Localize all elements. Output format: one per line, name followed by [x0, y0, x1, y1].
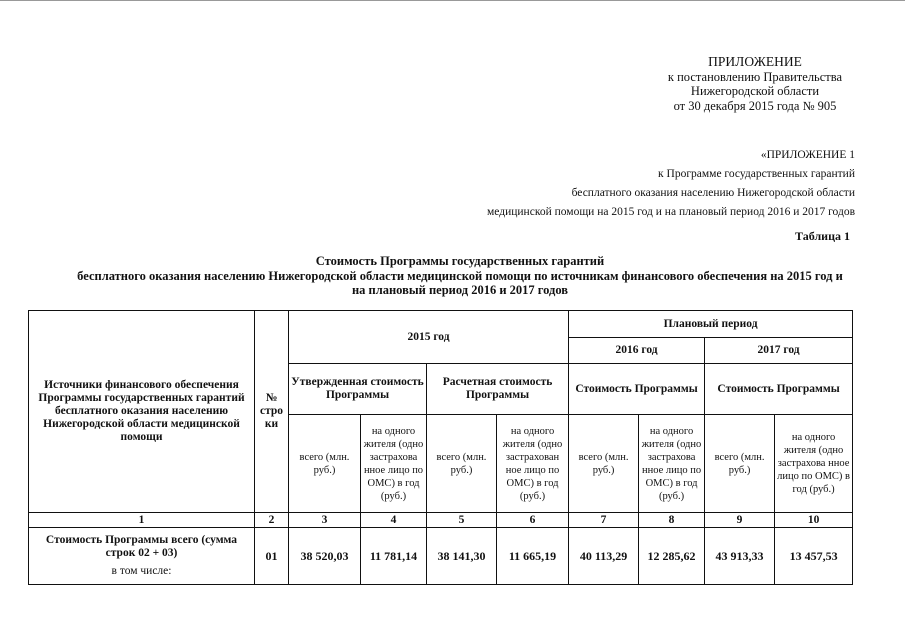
header-per-capita-2015-approved: на одного жителя (одно застрахова нное лицо по ОМС) в год (руб.): [361, 415, 427, 513]
header-year-2017: 2017 год: [705, 338, 853, 364]
header-approved-cost: Утвержденная стоимость Программы: [289, 364, 427, 415]
table-title-line: на плановый период 2016 и 2017 годов: [351, 283, 569, 297]
header-source: Источники финансового обеспечения Программы государственных гарантий бесплатного оказания населению Нижегородской области медицинской помощи: [29, 311, 255, 513]
table-title-line: Стоимость Программы государственных гарантий: [315, 254, 605, 268]
value-total-2017: 43 913,33: [705, 528, 775, 585]
program-cost-table: [28, 310, 853, 585]
page-edge-line: [0, 0, 905, 1]
column-number: 6: [497, 513, 569, 528]
column-number: 5: [427, 513, 497, 528]
value-total-2015-approved: 38 520,03: [289, 528, 361, 585]
value-total-2015-estimated: 38 141,30: [427, 528, 497, 585]
government-resolution-appendix: [640, 55, 870, 113]
header-per-capita-2016: на одного жителя (одно застрахова нное лицо по ОМС) в год (руб.): [639, 415, 705, 513]
column-number: 2: [255, 513, 289, 528]
column-number: 3: [289, 513, 361, 528]
header-planned-period: Плановый период: [569, 311, 853, 338]
table-row: [29, 528, 853, 585]
column-number: 4: [361, 513, 427, 528]
row-label-cell: [29, 528, 255, 585]
table-number: Таблица 1: [795, 229, 850, 243]
value-per-capita-2015-estimated: 11 665,19: [497, 528, 569, 585]
row-sublabel: в том числе:: [111, 565, 172, 577]
appendix-line: Нижегородской области: [690, 84, 820, 98]
header-total-2016: всего (млн. руб.): [569, 415, 639, 513]
table-title-line: бесплатного оказания населению Нижегородской области медицинской помощи по источникам финансового обеспечения на 2015 год и: [77, 268, 843, 283]
header-per-capita-2017: на одного жителя (одно застрахова нное лицо по ОМС) в год (руб.): [775, 415, 853, 513]
header-cost-2016: Стоимость Программы: [569, 364, 705, 415]
program-appendix-line: медицинской помощи на 2015 год и на плановый период 2016 и 2017 годов: [487, 206, 855, 218]
value-per-capita-2016: 12 285,62: [639, 528, 705, 585]
column-number: 1: [29, 513, 255, 528]
column-number: 10: [775, 513, 853, 528]
value-per-capita-2015-approved: 11 781,14: [361, 528, 427, 585]
header-cost-2017: Стоимость Программы: [705, 364, 853, 415]
program-appendix-heading: «ПРИЛОЖЕНИЕ 1: [760, 149, 855, 161]
header-per-capita-2015-estimated: на одного жителя (одно застрахован ное лицо по ОМС) в год (руб.): [497, 415, 569, 513]
value-per-capita-2017: 13 457,53: [775, 528, 853, 585]
column-number: 7: [569, 513, 639, 528]
table-title: [20, 254, 900, 298]
program-appendix-line: бесплатного оказания населению Нижегородской области: [571, 187, 855, 199]
program-appendix-line: к Программе государственных гарантий: [658, 168, 855, 180]
row-number: 01: [255, 528, 289, 585]
appendix-heading: ПРИЛОЖЕНИЕ: [708, 54, 802, 69]
row-label: Стоимость Программы всего (сумма строк 02 + 03): [45, 534, 238, 559]
header-total-2015-estimated: всего (млн. руб.): [427, 415, 497, 513]
header-row-number: № стро ки: [255, 311, 289, 513]
value-total-2016: 40 113,29: [569, 528, 639, 585]
column-number: 9: [705, 513, 775, 528]
header-total-2017: всего (млн. руб.): [705, 415, 775, 513]
header-year-2015: 2015 год: [289, 311, 569, 364]
header-year-2016: 2016 год: [569, 338, 705, 364]
header-estimated-cost: Расчетная стоимость Программы: [427, 364, 569, 415]
appendix-line: от 30 декабря 2015 года № 905: [673, 98, 837, 113]
header-total-2015-approved: всего (млн. руб.): [289, 415, 361, 513]
column-number: 8: [639, 513, 705, 528]
program-appendix: [460, 146, 855, 222]
appendix-line: к постановлению Правительства: [667, 69, 843, 84]
